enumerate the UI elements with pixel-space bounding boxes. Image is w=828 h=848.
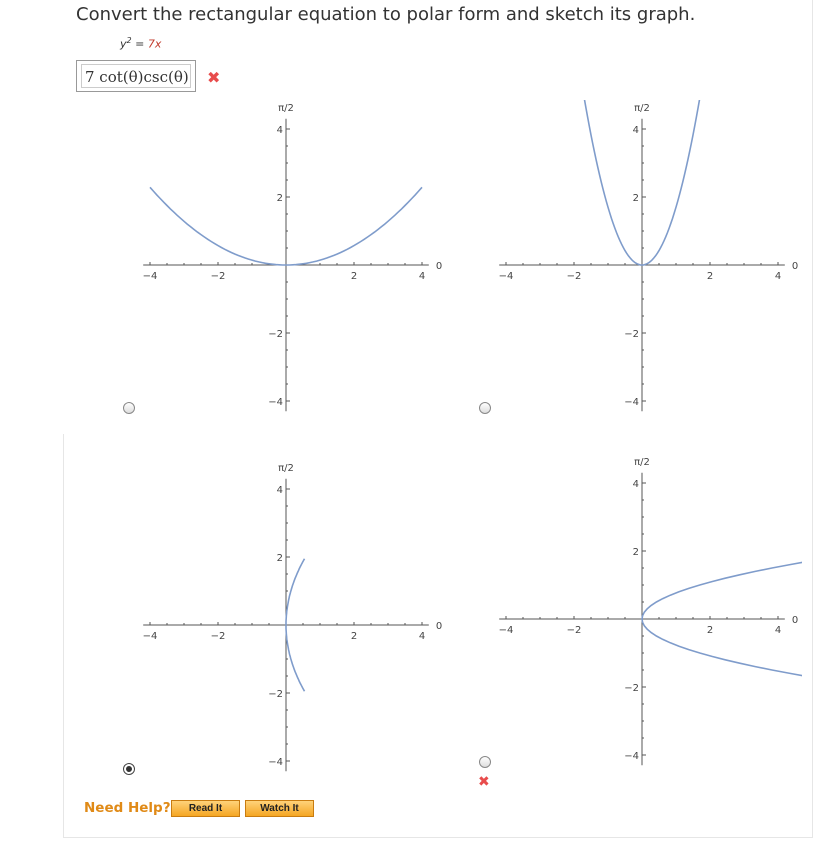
x-tick-label: 4 (774, 625, 782, 636)
polar-label-pi-over-2: π/2 (634, 102, 650, 114)
x-tick-label: 2 (350, 631, 358, 642)
y-tick-label: −4 (268, 397, 283, 408)
answer-x-mark-icon: ✖ (207, 68, 221, 87)
y-tick-label: −2 (268, 329, 283, 340)
polar-label-pi-over-2: π/2 (278, 462, 294, 474)
choice-a-radio[interactable] (123, 402, 135, 414)
x-tick-label: −2 (210, 271, 226, 282)
graph-choice-c (126, 460, 446, 780)
choice-d-radio[interactable] (479, 756, 491, 768)
x-tick-label: −4 (142, 631, 158, 642)
y-tick-label: −4 (268, 757, 283, 768)
y-tick-label: 4 (276, 125, 283, 136)
watch-it-button[interactable]: Watch It (245, 800, 314, 817)
read-it-button[interactable]: Read It (171, 800, 240, 817)
y-tick-label: −2 (624, 683, 639, 694)
x-tick-label: −2 (566, 271, 582, 282)
answer-field[interactable] (76, 60, 196, 92)
equation-lhs: y (120, 37, 127, 51)
polar-label-zero: 0 (791, 261, 799, 272)
y-tick-label: 4 (632, 479, 639, 490)
polar-label-zero: 0 (435, 261, 443, 272)
x-tick-label: 2 (706, 625, 714, 636)
x-tick-label: 2 (706, 271, 714, 282)
polar-label-pi-over-2: π/2 (634, 456, 650, 468)
equation-rhs: 7x (147, 37, 162, 51)
need-help-label: Need Help? (84, 800, 171, 816)
graph-choice-a (126, 100, 446, 420)
y-tick-label: 4 (632, 125, 639, 136)
y-tick-label: 2 (276, 193, 283, 204)
y-tick-label: 2 (632, 193, 639, 204)
x-tick-label: 4 (418, 271, 426, 282)
graph-choice-b (482, 100, 802, 420)
choice-d-x-mark-icon: ✖ (478, 774, 490, 790)
equation-exponent: 2 (126, 36, 132, 45)
x-tick-label: −4 (498, 625, 514, 636)
x-tick-label: −2 (210, 631, 226, 642)
polar-label-zero: 0 (435, 621, 443, 632)
x-tick-label: −4 (142, 271, 158, 282)
x-tick-label: −4 (498, 271, 514, 282)
polar-label-zero: 0 (791, 615, 799, 626)
x-tick-label: −2 (566, 625, 582, 636)
choice-c-radio[interactable] (123, 763, 135, 775)
y-tick-label: −4 (624, 397, 639, 408)
graph-choice-d (482, 454, 802, 774)
answer-value: 7 cot(θ)csc(θ) (81, 64, 191, 88)
x-tick-label: 2 (350, 271, 358, 282)
x-tick-label: 4 (774, 271, 782, 282)
y-tick-label: 4 (276, 485, 283, 496)
given-equation (120, 36, 161, 51)
question-text: Convert the rectangular equation to polar form and sketch its graph. (76, 4, 696, 25)
choice-b-radio[interactable] (479, 402, 491, 414)
polar-label-pi-over-2: π/2 (278, 102, 294, 114)
y-tick-label: 2 (632, 547, 639, 558)
y-tick-label: 2 (276, 553, 283, 564)
y-tick-label: −2 (624, 329, 639, 340)
y-tick-label: −4 (624, 751, 639, 762)
x-tick-label: 4 (418, 631, 426, 642)
equation-equals: = (131, 37, 148, 51)
y-tick-label: −2 (268, 689, 283, 700)
panel-divider (63, 434, 64, 838)
